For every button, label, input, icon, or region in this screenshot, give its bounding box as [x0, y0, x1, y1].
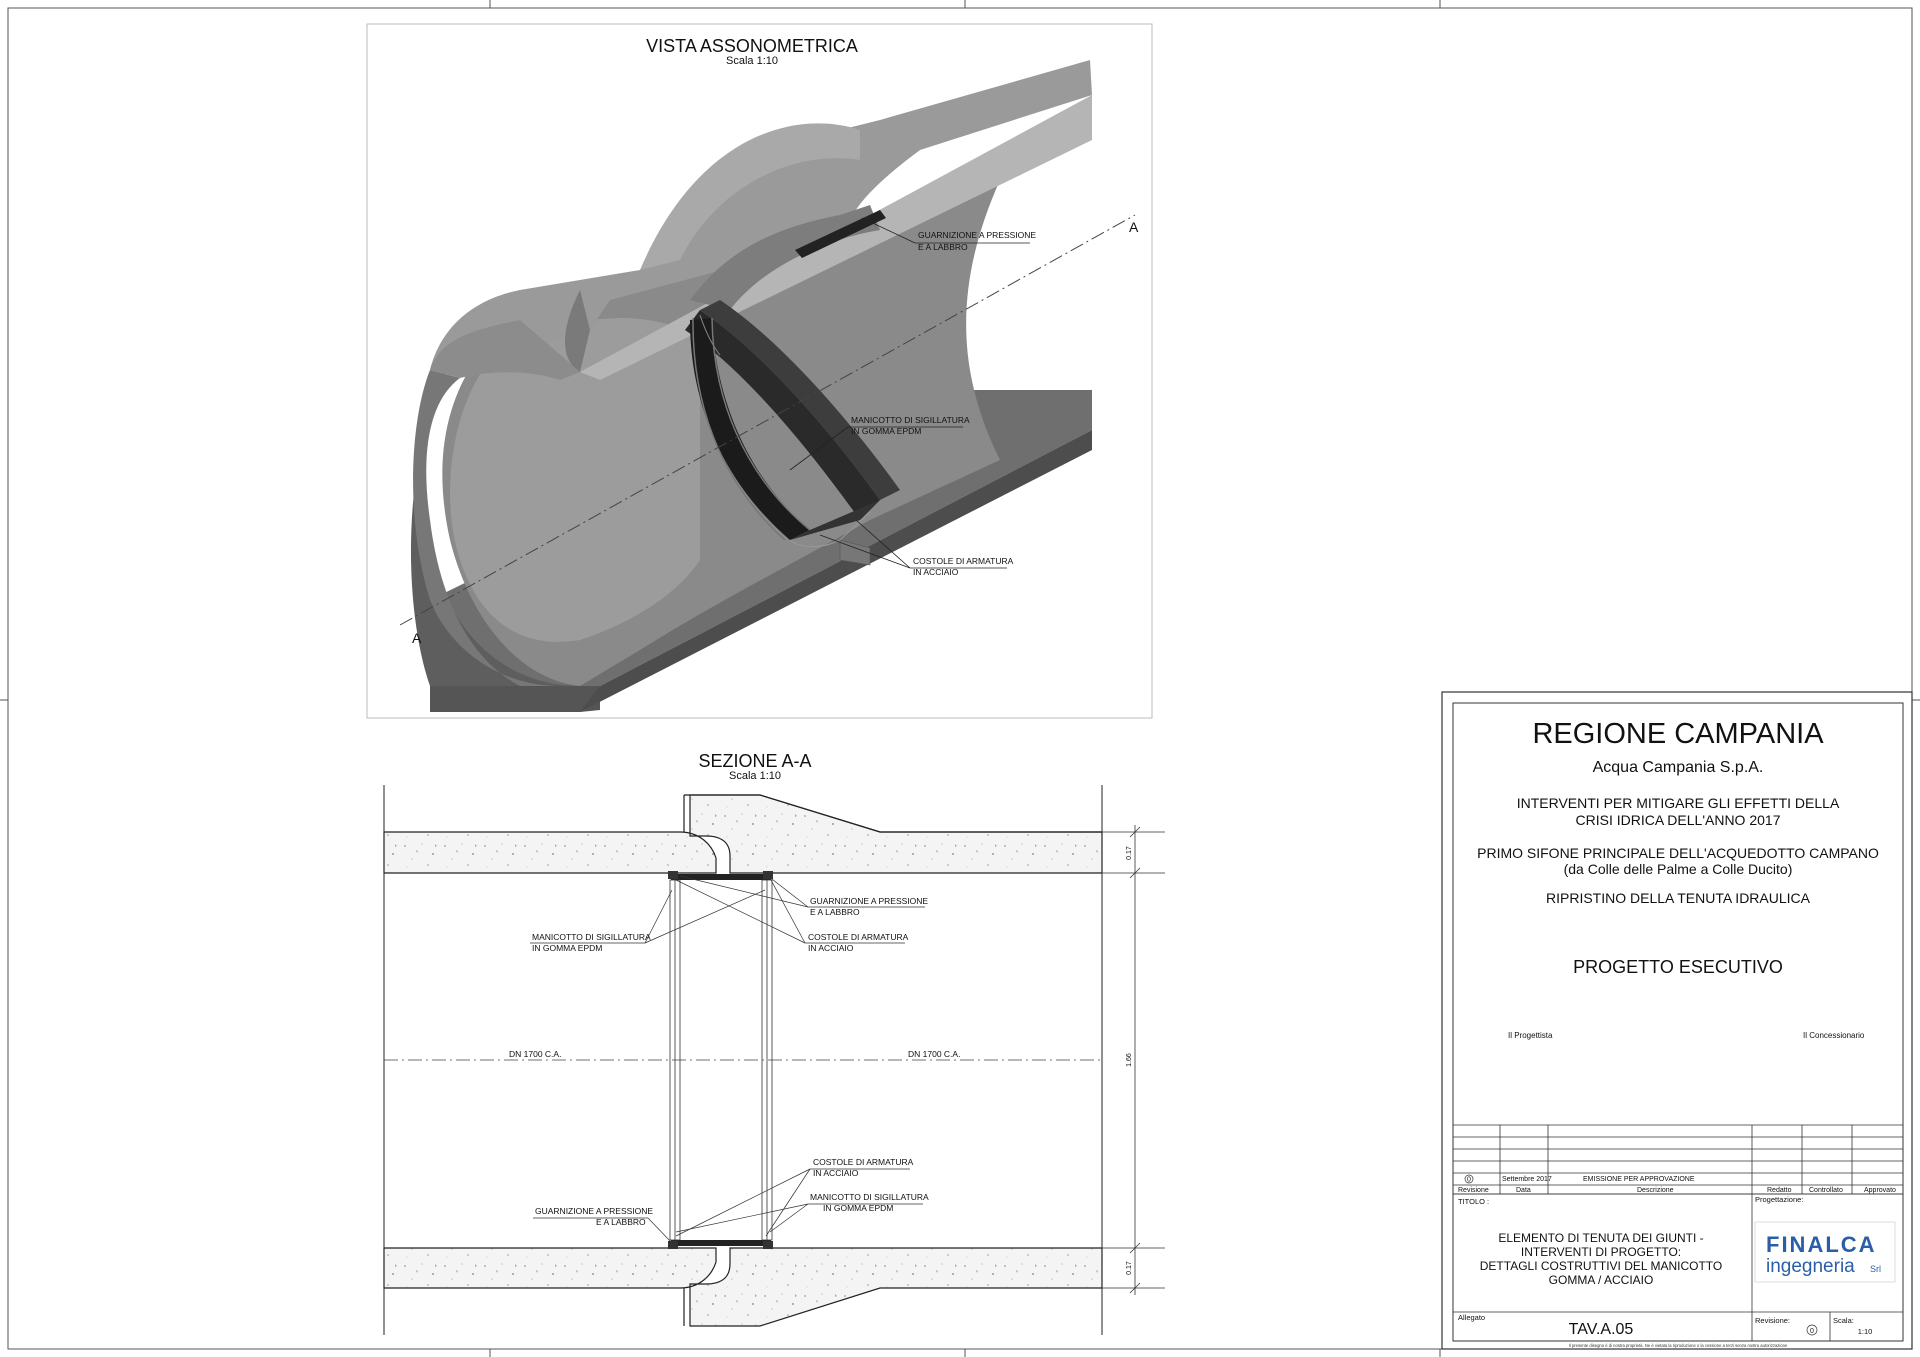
sec-sleeve-top-l2: IN GOMMA EPDM	[532, 943, 603, 953]
callout-sleeve-line2: IN GOMMA EPDM	[851, 426, 922, 436]
callout-gasket-line1: GUARNIZIONE A PRESSIONE	[918, 230, 1037, 240]
sec-gasket-bot-l2: E A LABBRO	[596, 1217, 646, 1227]
tb-region: REGIONE CAMPANIA	[1532, 718, 1824, 750]
sec-ribs-top-l2: IN ACCIAIO	[808, 943, 854, 953]
tb-scala-label: Scala:	[1833, 1316, 1854, 1325]
dimensions	[1102, 825, 1165, 1295]
rev-row-rev: 0	[1467, 1176, 1471, 1184]
tb-titolo-label: TITOLO :	[1458, 1197, 1490, 1206]
tb-phase: PROGETTO ESECUTIVO	[1573, 957, 1783, 977]
tb-drawing-title-l4: GOMMA / ACCIAIO	[1548, 1273, 1654, 1287]
tb-drawing-title-l2: INTERVENTI DI PROGETTO:	[1520, 1245, 1682, 1259]
rev-row-desc: EMISSIONE PER APPROVAZIONE	[1583, 1176, 1695, 1183]
sec-ribs-bot-l1: COSTOLE DI ARMATURA	[813, 1157, 914, 1167]
rev-header-date: Data	[1516, 1187, 1531, 1194]
section-title: SEZIONE A-A	[698, 751, 812, 771]
bottom-pipe-wall	[384, 1248, 1102, 1326]
tb-scala-value: 1:10	[1857, 1327, 1873, 1336]
dn-label-left: DN 1700 C.A.	[509, 1049, 562, 1059]
dimension-bottom: 0.17	[1126, 1261, 1133, 1275]
tb-revisione-label: Revisione:	[1755, 1316, 1791, 1325]
rev-header-desc: Descrizione	[1637, 1187, 1674, 1194]
tb-designer-label: Il Progettista	[1508, 1031, 1553, 1040]
rev-header-drafted: Redatto	[1767, 1187, 1792, 1194]
callout-gasket-line2: E A LABBRO	[918, 242, 968, 252]
sec-gasket-top-l1: GUARNIZIONE A PRESSIONE	[810, 896, 929, 906]
sec-gasket-top-l2: E A LABBRO	[810, 907, 860, 917]
tb-concessionaire-label: Il Concessionario	[1803, 1031, 1865, 1040]
sec-sleeve-top-l1: MANICOTTO DI SIGILLATURA	[532, 932, 651, 942]
logo-sub: ingegneria	[1766, 1256, 1855, 1277]
dn-label-right: DN 1700 C.A.	[908, 1049, 961, 1059]
callout-ribs-line1: COSTOLE DI ARMATURA	[913, 556, 1014, 566]
tb-intervention-l2: CRISI IDRICA DELL'ANNO 2017	[1575, 812, 1781, 828]
tb-disclaimer: Il presente disegno è di nostra proprietà. Ne è vietata la riproduzione o la cessione a terzi senza nostra autorizzazione	[1568, 1343, 1788, 1348]
sec-sleeve-bot-l2: IN GOMMA EPDM	[823, 1203, 894, 1213]
rev-row-date: Settembre 2017	[1502, 1176, 1552, 1183]
tb-allegato-value: TAV.A.05	[1568, 1321, 1634, 1338]
sec-gasket-bot-l1: GUARNIZIONE A PRESSIONE	[535, 1206, 654, 1216]
sec-ribs-bot-l2: IN ACCIAIO	[813, 1168, 859, 1178]
callout-ribs-line2: IN ACCIAIO	[913, 567, 959, 577]
section-scale: Scala 1:10	[729, 770, 781, 782]
axonometric-scale: Scala 1:10	[726, 55, 778, 67]
logo-main: FINALCA	[1766, 1232, 1877, 1257]
tb-allegato-label: Allegato	[1458, 1313, 1486, 1322]
sec-ribs-top-l1: COSTOLE DI ARMATURA	[808, 932, 909, 942]
rev-header-approved: Approvato	[1864, 1187, 1896, 1194]
callout-sleeve-line1: MANICOTTO DI SIGILLATURA	[851, 415, 970, 425]
top-pipe-wall	[384, 795, 1102, 873]
tb-project-l3: RIPRISTINO DELLA TENUTA IDRAULICA	[1546, 890, 1810, 906]
logo-srl: Srl	[1870, 1264, 1881, 1274]
tb-drawing-title-l3: DETTAGLI COSTRUTTIVI DEL MANICOTTO	[1479, 1259, 1723, 1273]
axonometric-title: VISTA ASSONOMETRICA	[646, 36, 858, 56]
finalca-logo	[1755, 1222, 1895, 1282]
dimension-top: 0.17	[1126, 846, 1133, 860]
title-block	[1442, 692, 1912, 1349]
tb-revisione-value: 0	[1810, 1328, 1814, 1335]
axonometric-view	[367, 24, 1152, 718]
dimension-middle: 1.66	[1126, 1053, 1133, 1067]
section-view	[384, 751, 1165, 1335]
sec-sleeve-bot-l1: MANICOTTO DI SIGILLATURA	[810, 1192, 929, 1202]
rev-header-checked: Controllato	[1809, 1187, 1843, 1194]
tb-progettazione-label: Progettazione:	[1755, 1195, 1804, 1204]
section-mark-a-right: A	[1129, 219, 1139, 235]
tb-project-l2: (da Colle delle Palme a Colle Ducito)	[1563, 861, 1793, 877]
section-mark-a-left: A	[412, 630, 422, 646]
tb-intervention-l1: INTERVENTI PER MITIGARE GLI EFFETTI DELLA	[1516, 795, 1840, 811]
tb-company: Acqua Campania S.p.A.	[1592, 759, 1764, 776]
tb-drawing-title-l1: ELEMENTO DI TENUTA DEI GIUNTI -	[1498, 1231, 1704, 1245]
tb-project-l1: PRIMO SIFONE PRINCIPALE DELL'ACQUEDOTTO CAMPANO	[1477, 845, 1879, 861]
rev-header-rev: Revisione	[1458, 1187, 1489, 1194]
